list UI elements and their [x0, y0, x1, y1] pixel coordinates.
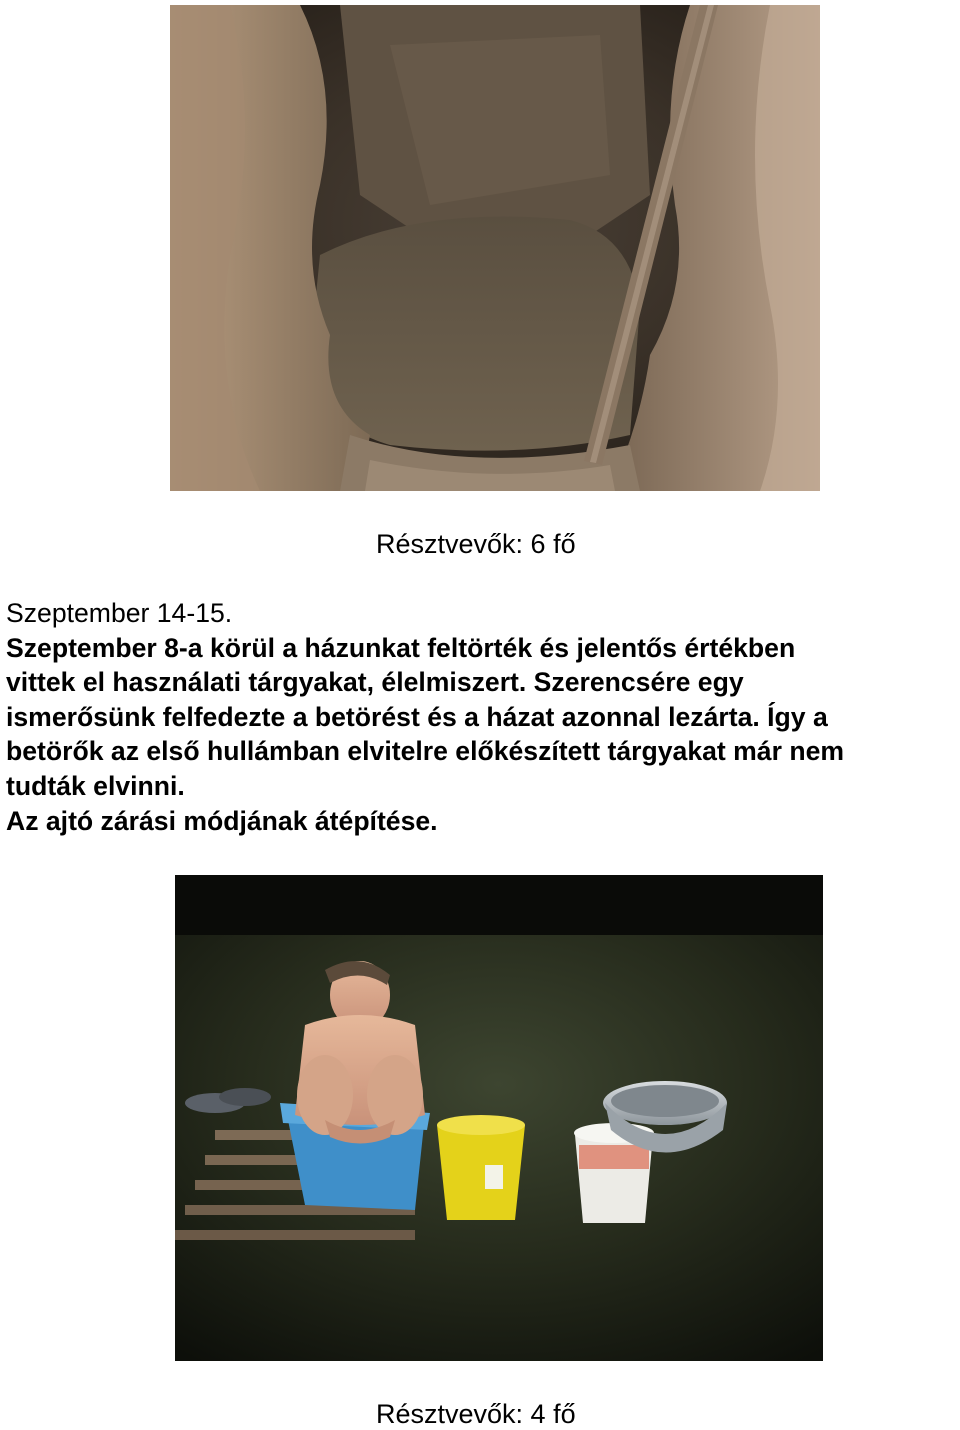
bath-photo: [175, 875, 823, 1361]
event-entry: [6, 596, 958, 838]
participants-caption: Résztvevők: 4 fő: [376, 1399, 576, 1429]
event-description-line: tudták elvinni.: [6, 770, 185, 801]
event-description-line: vittek el használati tárgyakat, élelmiszert. Szerencsére egy: [6, 667, 744, 698]
event-description-line: betörők az első hullámban elvitelre előkészített tárgyakat már nem: [6, 736, 845, 767]
participants-caption: Résztvevők: 6 fő: [376, 529, 576, 559]
cave-photo: [170, 5, 820, 491]
cave-photo-image: [170, 5, 820, 491]
bath-photo-image: [175, 875, 823, 1361]
event-task-line: Az ajtó zárási módjának átépítése.: [6, 805, 438, 836]
event-description-line: ismerősünk felfedezte a betörést és a házat azonnal lezárta. Így a: [6, 701, 828, 732]
event-date: Szeptember 14-15.: [6, 598, 233, 628]
event-description-line: Szeptember 8-a körül a házunkat feltörték és jelentős értékben: [6, 632, 796, 663]
